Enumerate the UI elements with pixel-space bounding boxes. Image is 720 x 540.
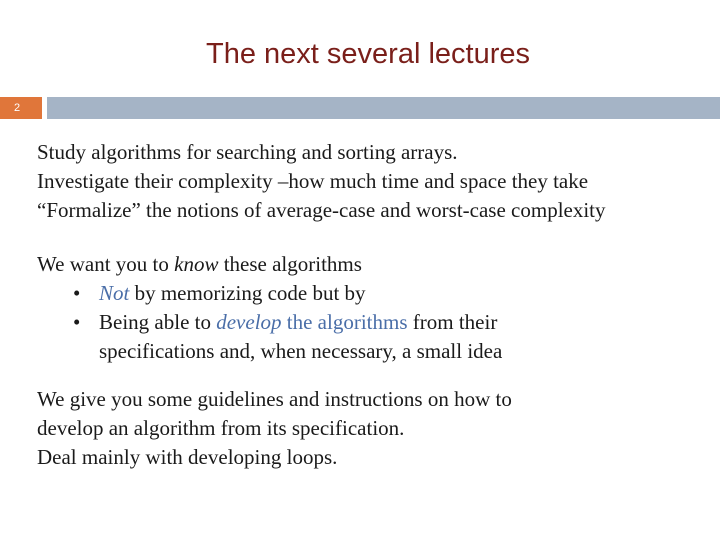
header-bar [47,97,720,119]
text-line: develop an algorithm from its specification. [37,416,405,440]
emphasis-text: know [174,252,219,276]
emphasis-text: the algorithms [281,310,408,334]
slide-title: The next several lectures [206,38,530,70]
emphasis-text: develop [216,310,282,334]
emphasis-text: Not [99,281,130,305]
text-run: from their [407,310,498,334]
text-line: “Formalize” the notions of average-case and worst-case complexity [37,198,606,222]
text-line: We give you some guidelines and instructions on how to [37,387,512,411]
bullet-dot: • [73,281,81,305]
slide-body [37,138,712,472]
bullet-item [37,308,712,337]
slide-number: 2 [0,97,42,119]
text-line [37,250,712,279]
text-line: Deal mainly with developing loops. [37,445,338,469]
text-line: Investigate their complexity –how much time and space they take [37,169,589,193]
text-line: Study algorithms for searching and sorting arrays. [37,140,458,164]
text-run: by memorizing code but by [129,281,366,305]
text-run: these algorithms [218,252,362,276]
bullet-item [37,279,712,308]
text-run: Being able to [99,310,217,334]
bullet-dot: • [73,310,81,334]
text-run: We want you to [37,252,175,276]
bullet-continuation: specifications and, when necessary, a small idea [99,339,503,363]
